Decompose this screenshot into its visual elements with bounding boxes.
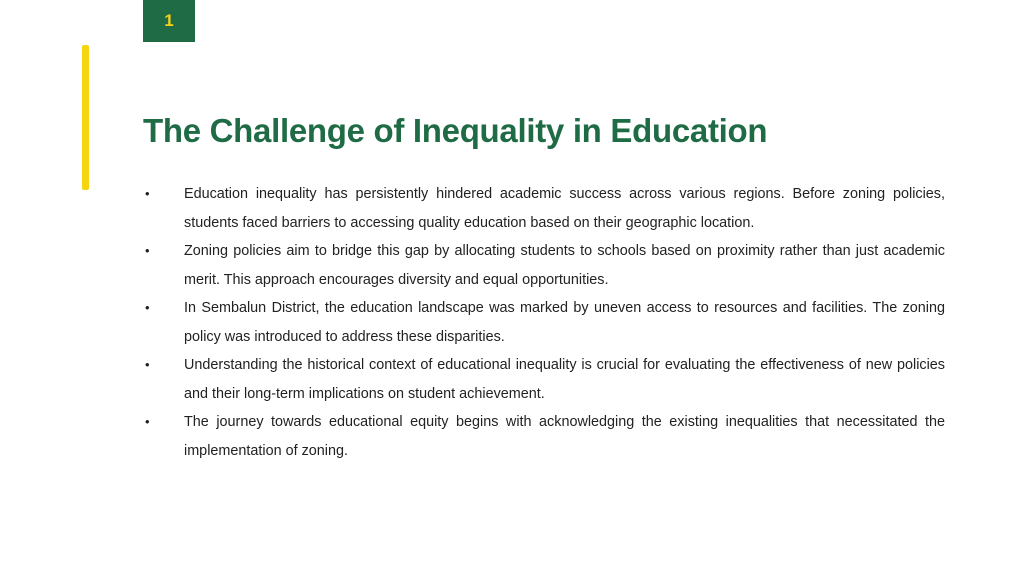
bullet-text: In Sembalun District, the education landscape was marked by uneven access to resources and facilities. The zoning policy was introduced to address these disparities. — [184, 300, 945, 345]
bullet-list — [145, 180, 945, 465]
bullet-item — [145, 408, 945, 465]
bullet-item — [145, 294, 945, 351]
bullet-text: Zoning policies aim to bridge this gap by allocating students to schools based on proximity rather than just academic merit. This approach encourages diversity and equal opportunities. — [184, 243, 945, 288]
bullet-text: Education inequality has persistently hindered academic success across various regions. Before zoning policies, students faced barriers to accessing quality education based on their geographic location. — [184, 186, 945, 231]
bullet-icon: • — [145, 414, 150, 429]
page-number: 1 — [164, 11, 174, 30]
slide-title: The Challenge of Inequality in Education — [143, 112, 768, 149]
bullet-item — [145, 237, 945, 294]
bullet-item — [145, 351, 945, 408]
bullet-icon: • — [145, 300, 150, 315]
page-number-badge — [143, 0, 195, 42]
bullet-icon: • — [145, 243, 150, 258]
bullet-text: Understanding the historical context of educational inequality is crucial for evaluating the effectiveness of new policies and their long-term implications on student achievement. — [184, 357, 945, 402]
bullet-text: The journey towards educational equity begins with acknowledging the existing inequalities that necessitated the implementation of zoning. — [184, 414, 945, 459]
bullet-icon: • — [145, 357, 150, 372]
bullet-icon: • — [145, 186, 150, 201]
accent-bar — [82, 45, 89, 190]
bullet-item — [145, 180, 945, 237]
